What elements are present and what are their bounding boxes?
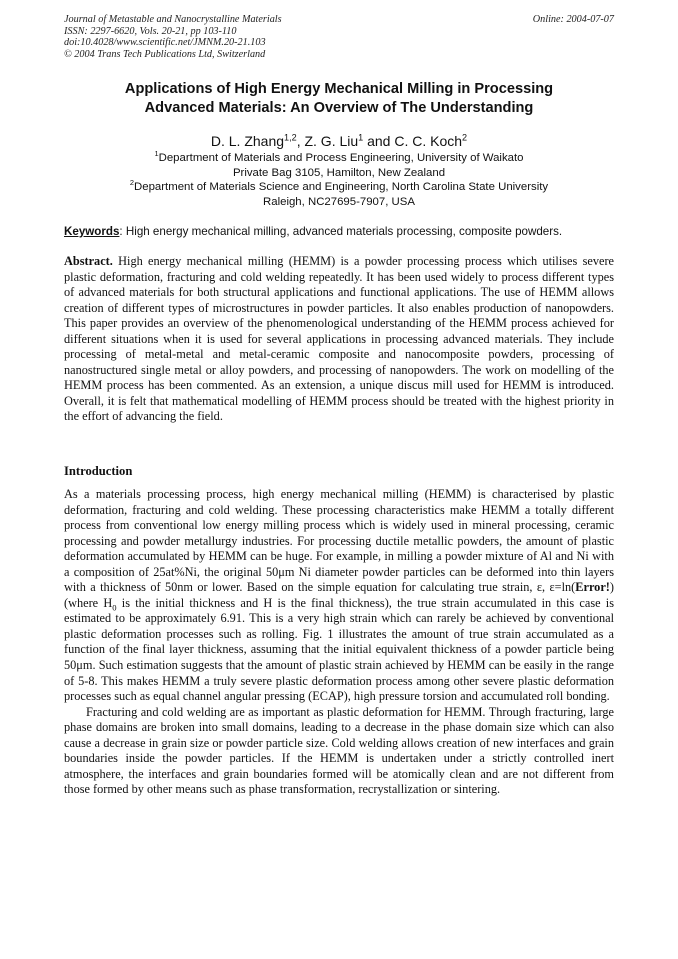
abstract-text: High energy mechanical milling (HEMM) is a powder processing process which utilises severe plastic deformation, fracturing and cold welding repeatedly. It has been used widely to process different types of advanced materials for both structural applications and functional applications. The use of HEMM allows creation of different types of microstructures in powder particles. It also enables production of nanopowders. This paper provides an overview of the phenomenological understanding of the HEMM process achieved for different situations when it is used for several applications in processing advanced materials. They include processing of metal-metal and metal-ceramic composite and nanocomposite powders, processing of nanostructured single metal or alloy powders, and processing of nanopowders. The work on modelling of the HEMM process has been commented. As an extension, a unique discus mill used for HEMM is introduced. Overall, it is felt that mathematical modelling of HEMM process should be treated with the highest priority in the effort of advancing the field.	[64, 254, 614, 424]
intro-p1-part-b: ) (where H	[64, 580, 614, 610]
introduction-heading: Introduction	[64, 464, 133, 478]
affiliation-2-line-1: Department of Materials Science and Engineering, North Carolina State University	[134, 181, 549, 194]
affiliation-1-line-1: Department of Materials and Process Engineering, University of Waikato	[158, 152, 524, 164]
copyright-line: © 2004 Trans Tech Publications Ltd, Switzerland	[64, 48, 266, 60]
abstract-label: Abstract.	[64, 254, 113, 268]
affiliation-1-sup: 1	[154, 149, 159, 159]
introduction-paragraph-1	[64, 487, 614, 705]
author-2: , Z. G. Liu	[296, 133, 359, 149]
author-1: D. L. Zhang	[210, 133, 285, 149]
online-date: Online: 2004-07-07	[532, 14, 614, 25]
intro-p1-part-a: As a materials processing process, high energy mechanical milling (HEMM) is characterised by plastic deformation, fracturing and cold welding. These processing characteristics make HEMM a totally different process from conventional low energy milling process which is widely used in mineral processing, ceramic processing and powder metallurgy industries. For processing ductile metallic powders, the amount of plastic deformation accumulated by HEMM can be huge. For example, in milling a powder mixture of Al and Ni with a composition of 25at%Ni, the original 50μm Ni diameter powder particles can be deformed into thin layers with a thickness of 50nm or lower. Based on the simple equation for calculating true strain, ε, ε=ln(	[64, 487, 614, 595]
introduction-body	[64, 487, 614, 798]
title-line-1: Applications of High Energy Mechanical Milling in Processing	[124, 81, 554, 97]
keywords-text: : High energy mechanical milling, advanced materials processing, composite powders.	[119, 225, 563, 238]
affiliation-2-sup: 2	[129, 178, 135, 188]
journal-header	[64, 14, 282, 60]
intro-p1-part-c: is the initial thickness and H is the final thickness), the true strain accumulated in this case is estimated to be approximately 6.91. This is a very high strain which can rarely be achieved by conventional plastic deformation processes such as rolling. Fig. 1 illustrates the amount of true strain accumulated as a function of the final layer thickness, assuming that the initial equivalent thickness of a powder particle being 50μm. Such estimation suggests that the amount of plastic strain achieved by HEMM can be easily in the range of 5-8. This makes HEMM a truly severe plastic deformation process among other severe plastic deformation processes such as equal channel angular pressing (ECAP), high pressure torsion and accumulated roll bonding.	[64, 595, 614, 704]
issn-line: ISSN: 2297-6620, Vols. 20-21, pp 103-110	[64, 25, 237, 37]
paper-title	[60, 80, 618, 118]
keywords-label: Keywords	[64, 225, 120, 238]
affiliation-2	[60, 180, 618, 195]
abstract	[64, 254, 614, 425]
doi-line: doi:10.4028/www.scientific.net/JMNM.20-21.103	[64, 37, 266, 48]
affiliation-1-line-2: Private Bag 3105, Hamilton, New Zealand	[232, 166, 446, 179]
h0-subscript: 0	[112, 602, 117, 613]
introduction-paragraph-2: Fracturing and cold welding are as important as plastic deformation for HEMM. Through fracturing, large phase domains are broken into small domains, leading to a decrease in the phase domain size which can also cause a decrease in grain size or powder particle size. Cold welding allows creation of new interfaces and grain boundaries inside the powder particles. If the HEMM is undertaken under a strictly controlled inert atmosphere, the interfaces and grain boundaries formed will be atomically clean and are not different from those formed by other means such as phase transformation, recrystallization or sintering.	[64, 704, 614, 797]
affiliation-2-line-2: Raleigh, NC27695-7907, USA	[263, 195, 415, 208]
keywords-line	[64, 224, 620, 239]
error-marker: Error!	[575, 580, 610, 595]
affiliations	[60, 151, 618, 209]
author-3: and C. C. Koch	[363, 133, 463, 149]
title-line-2: Advanced Materials: An Overview of The Understanding	[144, 100, 534, 116]
author-list	[60, 133, 618, 150]
author-1-sup: 1,2	[284, 132, 297, 143]
author-2-sup: 1	[358, 132, 364, 143]
journal-name: Journal of Metastable and Nanocrystalline Materials	[64, 14, 282, 25]
author-3-sup: 2	[462, 132, 468, 143]
affiliation-1	[60, 151, 618, 166]
